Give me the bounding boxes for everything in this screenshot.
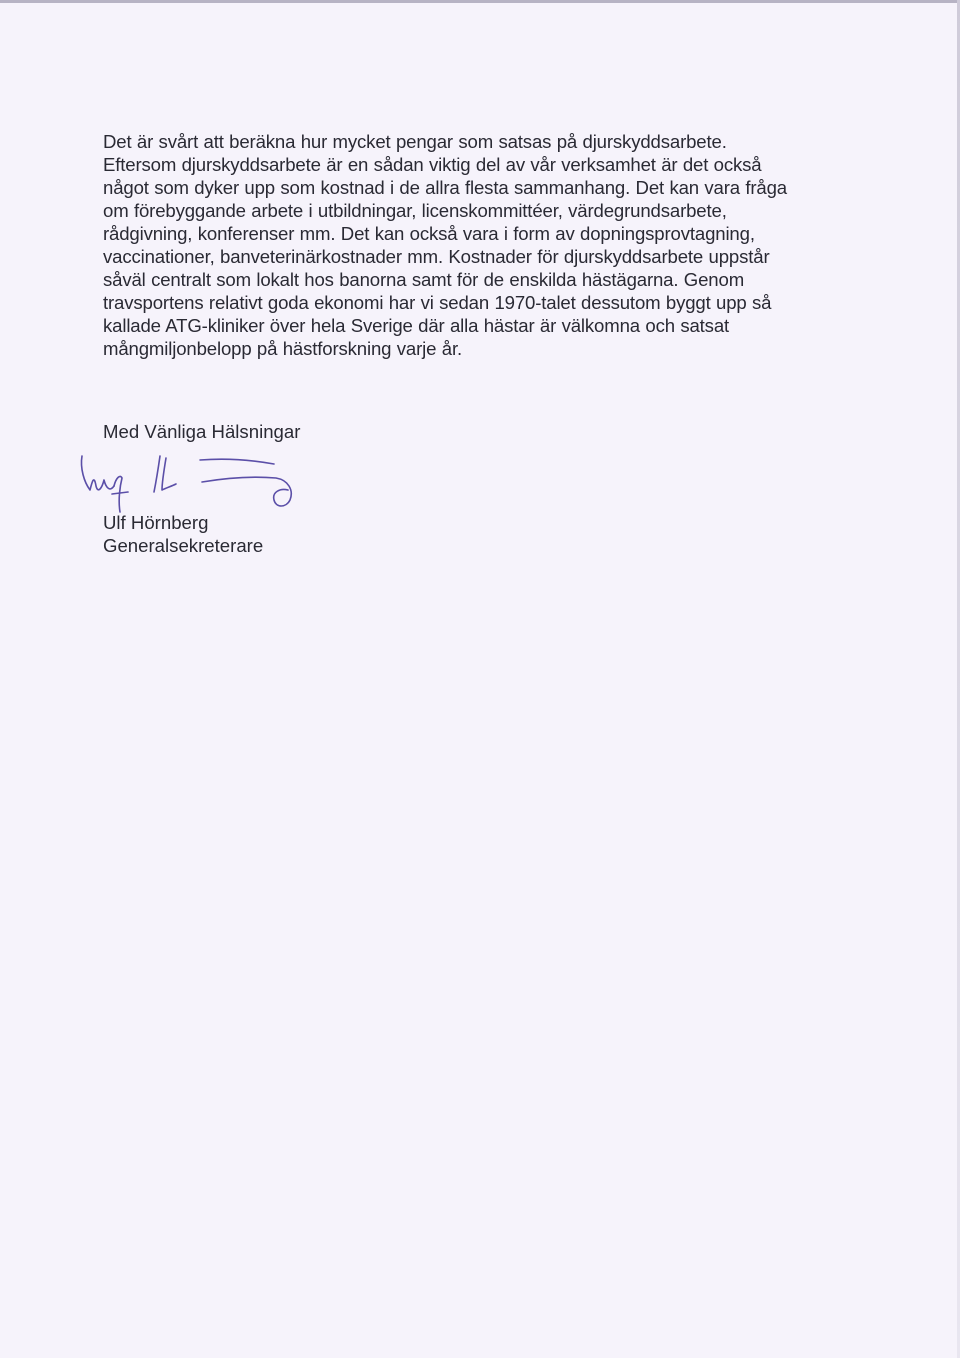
letter-body [103, 130, 823, 360]
body-line: mångmiljonbelopp på hästforskning varje år. [103, 338, 462, 359]
body-line: såväl centralt som lokalt hos banorna samt för de enskilda hästägarna. Genom [103, 269, 745, 290]
page-edge-top [0, 0, 960, 3]
signer-title: Generalsekreterare [103, 535, 264, 556]
signer-name: Ulf Hörnberg [103, 512, 209, 533]
body-line: Det är svårt att beräkna hur mycket pengar som satsas på djurskyddsarbete. [103, 131, 727, 152]
body-line: travsportens relativt goda ekonomi har vi sedan 1970-talet dessutom byggt upp så [103, 292, 772, 313]
body-line: rådgivning, konferenser mm. Det kan också vara i form av dopningsprovtagning, [103, 223, 755, 244]
body-line: kallade ATG-kliniker över hela Sverige där alla hästar är välkomna och satsat [103, 315, 730, 336]
body-line: Eftersom djurskyddsarbete är en sådan viktig del av vår verksamhet är det också [103, 154, 762, 175]
closing-greeting: Med Vänliga Hälsningar [103, 421, 301, 442]
body-line: vaccinationer, banveterinärkostnader mm. Kostnader för djurskyddsarbete uppstår [103, 246, 770, 267]
body-line: något som dyker upp som kostnad i de allra flesta sammanhang. Det kan vara fråga [103, 177, 788, 198]
body-line: om förebyggande arbete i utbildningar, licenskommittéer, värdegrundsarbete, [103, 200, 727, 221]
